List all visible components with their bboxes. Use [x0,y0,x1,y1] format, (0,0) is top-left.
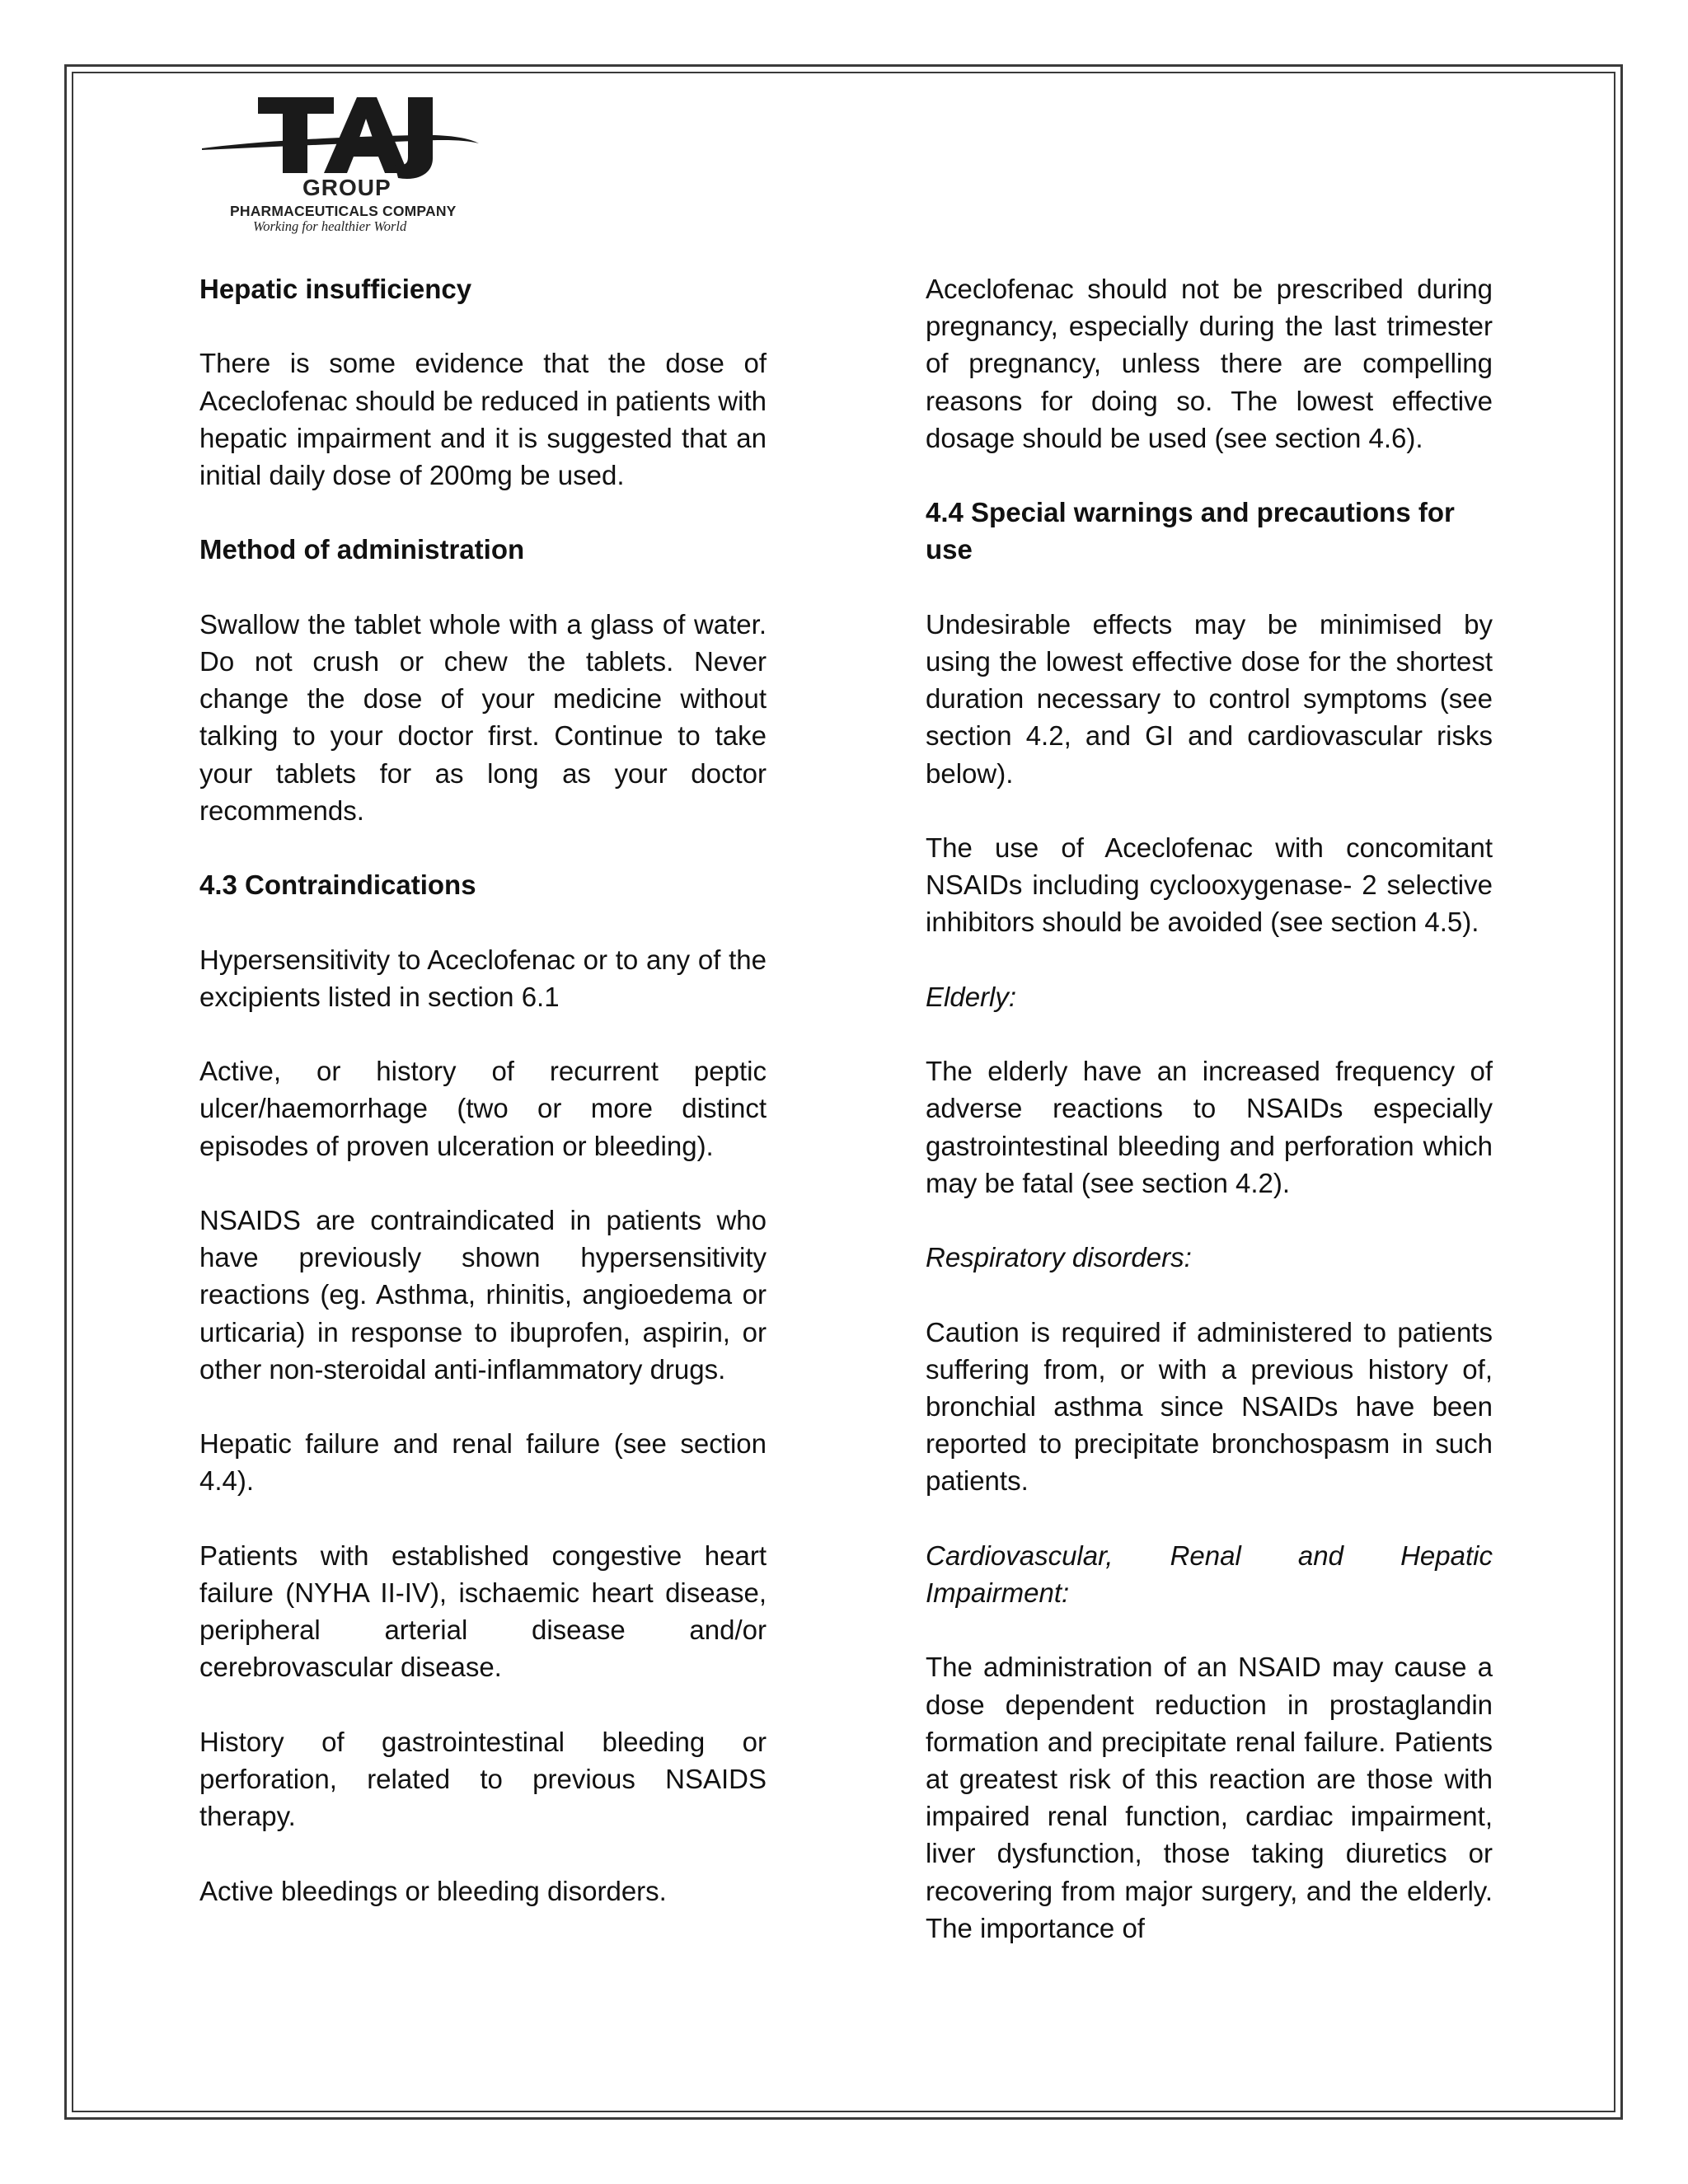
body-paragraph: The use of Aceclofenac with concomitant NSAIDs including cyclooxygenase- 2 selective inhibitors should be avoided (see section 4.5). [926,832,1493,938]
section-heading: 4.4 Special warnings and precautions for use [926,497,1455,565]
body-paragraph: The elderly have an increased frequency of adverse reactions to NSAIDs especially gastrointestinal bleeding and perforation which may be fatal (see section 4.2). [926,1056,1493,1198]
body-paragraph: Caution is required if administered to patients suffering from, or with a previous history of, bronchial asthma since NSAIDs have been reported to precipitate bronchospasm in such patients. [926,1316,1493,1497]
logo-tagline: Working for healthier World [253,218,407,234]
section-heading: 4.3 Contraindications [199,869,476,901]
body-paragraph: Hepatic failure and renal failure (see section 4.4). [199,1428,767,1497]
body-paragraph: Active, or history of recurrent peptic ulcer/haemorrhage (two or more distinct episodes of proven ulceration or bleeding). [199,1056,767,1161]
left-column [199,270,767,1910]
body-paragraph: There is some evidence that the dose of Aceclofenac should be reduced in patients with hepatic impairment and it is suggested that an initial daily dose of 200mg be used. [199,348,767,490]
body-paragraph: Aceclofenac should not be prescribed during pregnancy, especially during the last trimester of pregnancy, unless there are compelling reasons for doing so. The lowest effective dosage should be used (see section 4.6). [926,274,1493,453]
body-paragraph: Patients with established congestive heart failure (NYHA II-IV), ischaemic heart disease, peripheral arterial disease and/or cerebrovascular disease. [199,1540,767,1683]
subsection-heading: Cardiovascular, Renal and Hepatic Impairment: [926,1540,1493,1608]
taj-group-logo [200,92,481,237]
body-paragraph: NSAIDS are contraindicated in patients who have previously shown hypersensitivity reactions (eg. Asthma, rhinitis, angioedema or urticaria) in response to ibuprofen, aspirin, or other non-steroidal anti-inflammatory drugs. [199,1204,767,1385]
logo-group-text: GROUP [302,175,392,200]
body-paragraph: Undesirable effects may be minimised by using the lowest effective dose for the shortest duration necessary to control symptoms (see section 4.2, and GI and cardiovascular risks below). [926,608,1493,789]
right-column [926,270,1493,1947]
body-paragraph: Swallow the tablet whole with a glass of water. Do not crush or chew the tablets. Never change the dose of your medicine without talking to your doctor first. Continue to take your tablets for as long as your doctor recommends. [199,608,767,826]
section-heading: Hepatic insufficiency [199,274,472,304]
subsection-heading: Respiratory disorders: [926,1242,1192,1273]
logo-company-text: PHARMACEUTICALS COMPANY [230,203,457,219]
section-heading: Method of administration [199,534,525,565]
taj-logo-mark [200,92,481,183]
subsection-heading: Elderly: [926,981,1017,1012]
body-paragraph: History of gastrointestinal bleeding or perforation, related to previous NSAIDS therapy. [199,1726,767,1832]
body-paragraph: Active bleedings or bleeding disorders. [199,1875,667,1906]
body-paragraph: Hypersensitivity to Aceclofenac or to any of the excipients listed in section 6.1 [199,944,767,1012]
body-paragraph: The administration of an NSAID may cause a dose dependent reduction in prostaglandin formation and precipitate renal failure. Patients at greatest risk of this reaction are those with impaired renal function, cardiac impairment, liver dysfunction, those taking diuretics or recovering from major surgery, and the elderly. The importance of [926,1652,1493,1943]
